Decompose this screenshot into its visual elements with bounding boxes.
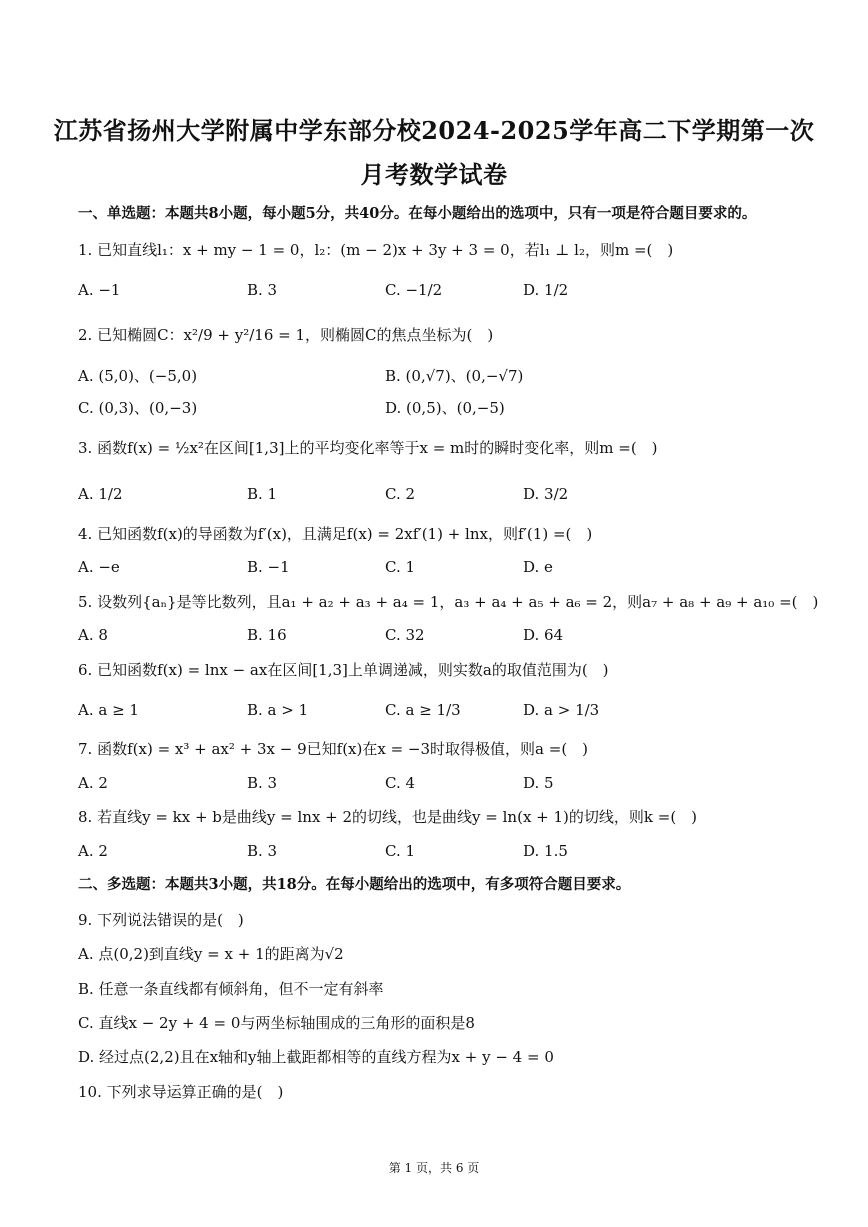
- question-1-stem: 1. 已知直线l₁：x + my − 1 = 0，l₂：(m − 2)x + 3y + 3 = 0，若l₁ ⊥ l₂，则m =( ): [78, 241, 674, 259]
- question-6-option-c: C. a ≥ 1/3: [385, 701, 461, 719]
- question-8-option-a: A. 2: [78, 842, 108, 860]
- question-9-stem: 9. 下列说法错误的是( ): [78, 911, 244, 929]
- section-single-choice: 一、单选题：本题共8小题，每小题5分，共40分。在每小题给出的选项中，只有一项是符合题目要求的。: [78, 205, 757, 222]
- question-5-option-d: D. 64: [523, 626, 564, 644]
- question-6-option-a: A. a ≥ 1: [78, 701, 139, 719]
- question-4-option-a: A. −e: [78, 558, 120, 576]
- question-1-option-c: C. −1/2: [385, 281, 443, 299]
- question-4-option-d: D. e: [523, 558, 553, 576]
- question-5-option-b: B. 16: [247, 626, 287, 644]
- question-5-option-c: C. 32: [385, 626, 425, 644]
- question-4-option-b: B. −1: [247, 558, 290, 576]
- question-3-option-a: A. 1/2: [78, 485, 123, 503]
- question-2-option-b: B. (0,√7)、(0,−√7): [385, 367, 524, 385]
- question-7-option-a: A. 2: [78, 774, 108, 792]
- question-7-stem: 7. 函数f(x) = x³ + ax² + 3x − 9已知f(x)在x = −3时取得极值，则a =( ): [78, 740, 589, 758]
- question-10-stem: 10. 下列求导运算正确的是( ): [78, 1083, 284, 1101]
- question-8-option-c: C. 1: [385, 842, 416, 860]
- question-3-option-c: C. 2: [385, 485, 416, 503]
- page-footer: 第 1 页，共 6 页: [388, 1161, 480, 1175]
- section-multiple-choice: 二、多选题：本题共3小题，共18分。在每小题给出的选项中，有多项符合题目要求。: [78, 876, 631, 893]
- question-1-option-a: A. −1: [78, 281, 121, 299]
- question-8-option-b: B. 3: [247, 842, 278, 860]
- question-9-option-b: B. 任意一条直线都有倾斜角，但不一定有斜率: [78, 980, 384, 998]
- question-7-option-c: C. 4: [385, 774, 416, 792]
- question-9-option-d: D. 经过点(2,2)且在x轴和y轴上截距都相等的直线方程为x + y − 4 = 0: [78, 1048, 554, 1066]
- question-2-option-d: D. (0,5)、(0,−5): [385, 399, 505, 417]
- question-4-option-c: C. 1: [385, 558, 416, 576]
- question-1-option-b: B. 3: [247, 281, 278, 299]
- question-8-stem: 8. 若直线y = kx + b是曲线y = lnx + 2的切线，也是曲线y = ln(x + 1)的切线，则k =( ): [78, 808, 698, 826]
- question-3-option-d: D. 3/2: [523, 485, 569, 503]
- question-6-stem: 6. 已知函数f(x) = lnx − ax在区间[1,3]上单调递减，则实数a的取值范围为( ): [78, 661, 609, 679]
- question-6-option-d: D. a > 1/3: [523, 701, 600, 719]
- question-3-option-b: B. 1: [247, 485, 278, 503]
- question-7-option-b: B. 3: [247, 774, 278, 792]
- question-2-option-c: C. (0,3)、(0,−3): [78, 399, 198, 417]
- exam-title-line1: 江苏省扬州大学附属中学东部分校2024-2025学年高二下学期第一次: [53, 116, 815, 145]
- question-5-stem: 5. 设数列{aₙ}是等比数列，且a₁ + a₂ + a₃ + a₄ = 1，a₃ + a₄ + a₅ + a₆ = 2，则a₇ + a₈ + a₉ + a₁₀ =( ): [78, 593, 819, 611]
- question-9-option-c: C. 直线x − 2y + 4 = 0与两坐标轴围成的三角形的面积是8: [78, 1014, 475, 1032]
- question-1-option-d: D. 1/2: [523, 281, 569, 299]
- question-6-option-b: B. a > 1: [247, 701, 309, 719]
- exam-title-line2: 月考数学试卷: [360, 160, 508, 189]
- question-7-option-d: D. 5: [523, 774, 554, 792]
- question-2-option-a: A. (5,0)、(−5,0): [78, 367, 198, 385]
- question-9-option-a: A. 点(0,2)到直线y = x + 1的距离为√2: [78, 945, 344, 963]
- question-5-option-a: A. 8: [78, 626, 108, 644]
- question-8-option-d: D. 1.5: [523, 842, 568, 860]
- question-2-stem: 2. 已知椭圆C：x²/9 + y²/16 = 1，则椭圆C的焦点坐标为( ): [78, 326, 494, 344]
- question-3-stem: 3. 函数f(x) = ½x²在区间[1,3]上的平均变化率等于x = m时的瞬时变化率，则m =( ): [78, 439, 658, 457]
- question-4-stem: 4. 已知函数f(x)的导函数为f′(x)，且满足f(x) = 2xf′(1) + lnx，则f′(1) =( ): [78, 525, 593, 543]
